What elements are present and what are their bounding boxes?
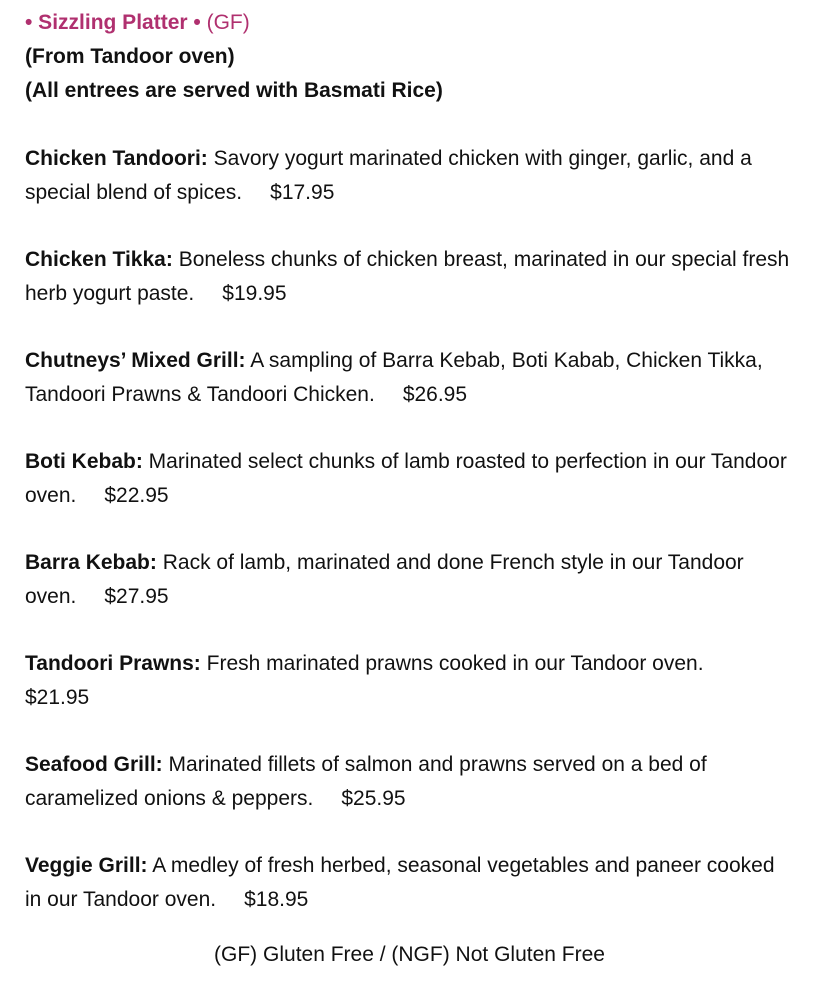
menu-item-price: $19.95 (222, 281, 287, 305)
menu-item-name: Boti Kebab: (25, 450, 143, 473)
menu-item-name: Seafood Grill: (25, 753, 163, 776)
menu-item-description: Boneless chunks of chicken breast, marinated in our special fresh herb yogurt paste. (25, 248, 790, 305)
menu-item-description: A medley of fresh herbed, seasonal vegetables and paneer cooked in our Tandoor oven. (25, 854, 775, 911)
menu-item (25, 748, 795, 815)
menu-item-price: $27.95 (104, 584, 169, 608)
menu-item-description: Fresh marinated prawns cooked in our Tandoor oven. (206, 652, 704, 675)
gluten-free-tag: (GF) (206, 11, 250, 34)
menu-item-description: A sampling of Barra Kebab, Boti Kabab, Chicken Tikka, Tandoori Prawns & Tandoori Chicken. (25, 349, 763, 406)
menu-item-description: Rack of lamb, marinated and done French style in our Tandoor oven. (25, 551, 744, 608)
menu-item-name: Chicken Tandoori: (25, 147, 208, 170)
menu-item-price: $25.95 (341, 786, 406, 810)
menu-item-description: Savory yogurt marinated chicken with ginger, garlic, and a special blend of spices. (25, 147, 752, 204)
menu-item-name: Veggie Grill: (25, 854, 148, 877)
section-note: (All entrees are served with Basmati Rice) (25, 79, 443, 102)
menu-item-name: Barra Kebab: (25, 551, 157, 574)
menu-item-name: Tandoori Prawns: (25, 652, 201, 675)
menu-item-price: $22.95 (104, 483, 169, 507)
menu-item-price: $26.95 (402, 382, 468, 406)
menu-item-description: Marinated fillets of salmon and prawns served on a bed of caramelized onions & peppers. (25, 753, 707, 810)
section-title (25, 6, 819, 40)
menu-item-price: $17.95 (270, 180, 335, 204)
menu-item-name: Chutneys’ Mixed Grill: (25, 349, 246, 372)
menu-item-description: Marinated select chunks of lamb roasted to perfection in our Tandoor oven. (25, 450, 787, 507)
menu-item (25, 243, 795, 310)
menu-item (25, 142, 795, 209)
section-subtitle: (From Tandoor oven) (25, 45, 235, 68)
gluten-free-legend: (GF) Gluten Free / (NGF) Not Gluten Free (214, 943, 605, 966)
section-title-text: • Sizzling Platter • (25, 11, 201, 34)
menu-item (25, 344, 795, 411)
menu-item (25, 647, 795, 714)
menu-item-price: $21.95 (25, 685, 90, 709)
menu-item (25, 849, 795, 916)
menu-item-name: Chicken Tikka: (25, 248, 173, 271)
menu-item-price: $18.95 (244, 887, 309, 911)
menu-item (25, 445, 795, 512)
menu-item (25, 546, 795, 613)
